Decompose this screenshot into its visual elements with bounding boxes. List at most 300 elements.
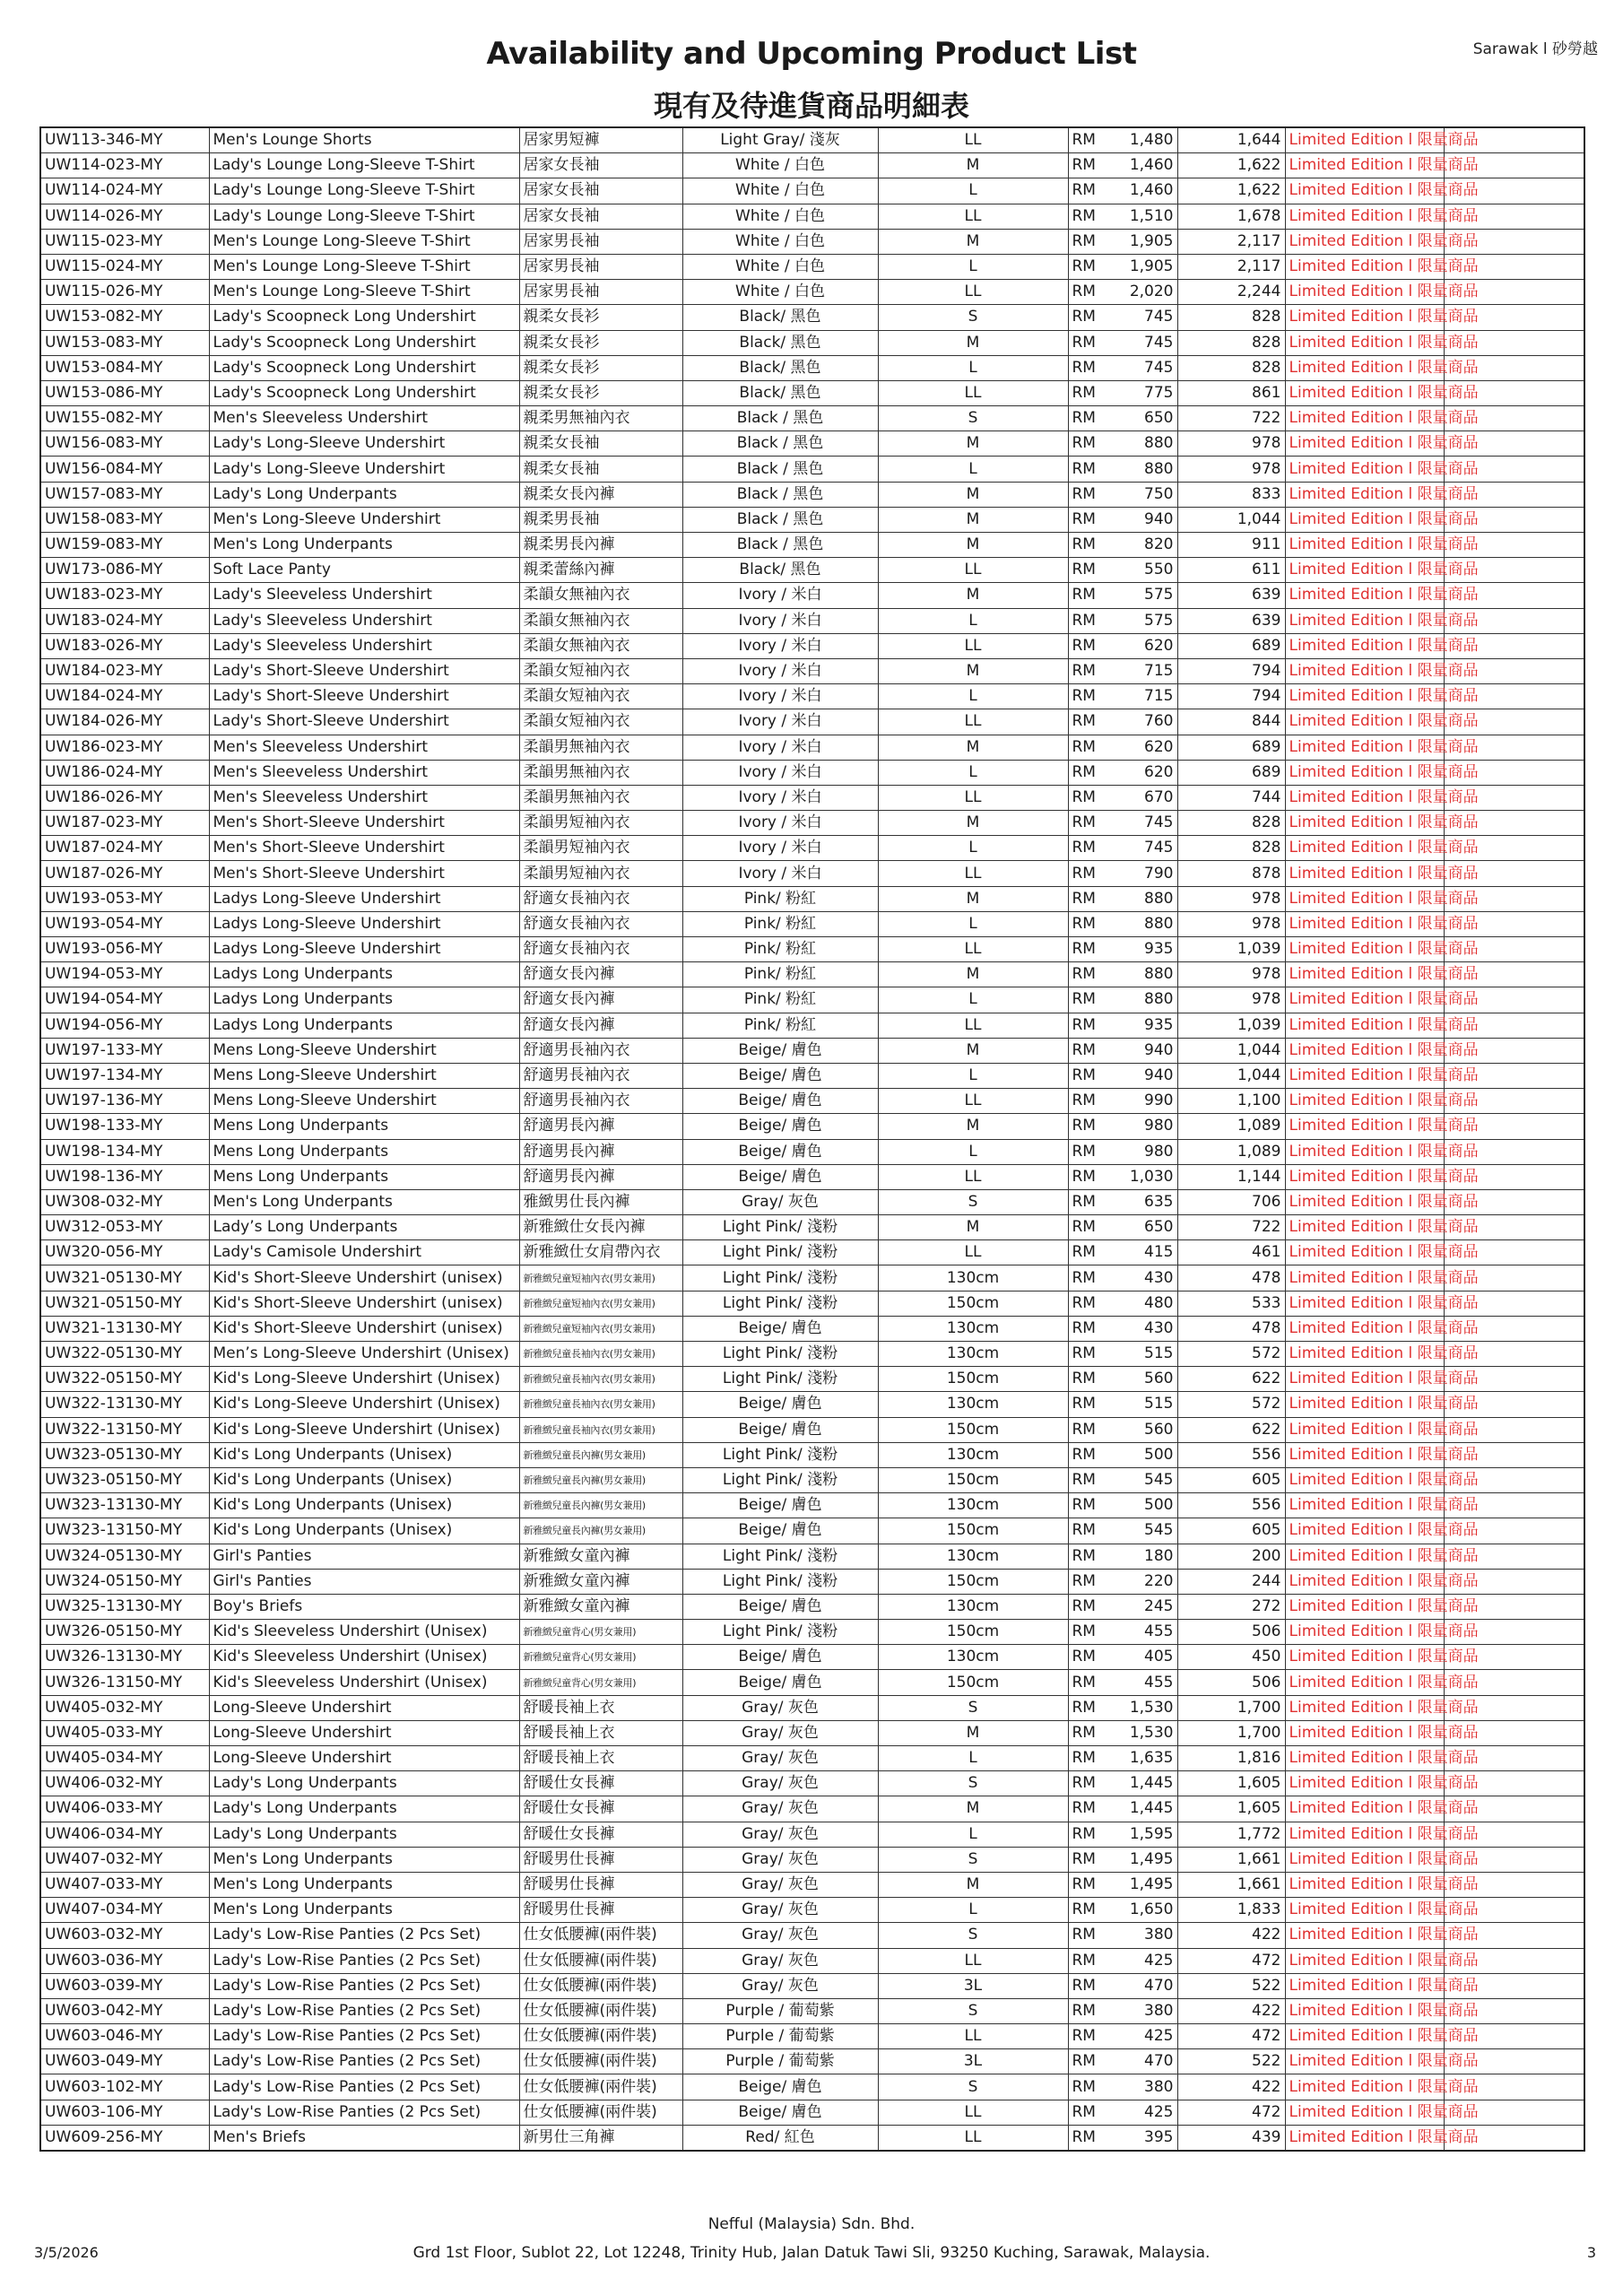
product-name-chinese: 仕女低腰褲(兩件裝)	[519, 1923, 682, 1948]
product-size: 130cm	[878, 1265, 1068, 1291]
product-color: Ivory / 米白	[682, 861, 878, 886]
status-label: Limited Edition l 限量商品	[1285, 406, 1444, 431]
currency-label: RM	[1072, 1420, 1096, 1439]
table-row	[40, 305, 1584, 330]
product-price	[1068, 1518, 1177, 1544]
product-code: UW405-033-MY	[40, 1720, 209, 1745]
status-label: Limited Edition l 限量商品	[1285, 886, 1444, 911]
product-code: UW184-026-MY	[40, 709, 209, 735]
price-amount: 990	[1144, 1091, 1174, 1110]
status-label: Limited Edition l 限量商品	[1285, 760, 1444, 785]
price-amount: 880	[1144, 434, 1174, 453]
table-row	[40, 962, 1584, 987]
product-retail-price: 1,700	[1177, 1720, 1285, 1745]
price-amount: 545	[1144, 1521, 1174, 1540]
currency-label: RM	[1072, 1976, 1096, 1995]
table-row	[40, 1998, 1584, 2023]
product-name-chinese: 居家男長袖	[519, 254, 682, 279]
product-price	[1068, 1670, 1177, 1695]
product-price	[1068, 1291, 1177, 1316]
product-color: Gray/ 灰色	[682, 1822, 878, 1847]
product-size: LL	[878, 937, 1068, 962]
status-label: Limited Edition l 限量商品	[1285, 1569, 1444, 1594]
status-label: Limited Edition l 限量商品	[1285, 254, 1444, 279]
product-size: LL	[878, 633, 1068, 658]
product-color: Beige/ 膚色	[682, 1089, 878, 1114]
product-code: UW187-024-MY	[40, 836, 209, 861]
product-code: UW320-056-MY	[40, 1240, 209, 1265]
status-label: Limited Edition l 限量商品	[1285, 1493, 1444, 1518]
product-size: S	[878, 1695, 1068, 1720]
status-label: Limited Edition l 限量商品	[1285, 709, 1444, 735]
price-amount: 515	[1144, 1344, 1174, 1363]
product-code: UW115-023-MY	[40, 229, 209, 254]
product-color: White / 白色	[682, 204, 878, 229]
product-color: Beige/ 膚色	[682, 1645, 878, 1670]
product-color: Black / 黑色	[682, 533, 878, 558]
product-name-chinese: 柔韻男短袖內衣	[519, 811, 682, 836]
product-size: LL	[878, 380, 1068, 405]
price-amount: 760	[1144, 712, 1174, 731]
currency-label: RM	[1072, 1875, 1096, 1894]
product-retail-price: 878	[1177, 861, 1285, 886]
product-price	[1068, 1620, 1177, 1645]
table-row	[40, 1493, 1584, 1518]
product-name: Men's Long Underpants	[209, 533, 519, 558]
price-amount: 1,595	[1129, 1824, 1174, 1843]
price-amount: 1,460	[1129, 156, 1174, 175]
product-price	[1068, 1796, 1177, 1822]
product-name-chinese: 新雅緻兒童長袖內衣(男女兼用)	[519, 1342, 682, 1367]
status-label: Limited Edition l 限量商品	[1285, 735, 1444, 760]
status-label: Limited Edition l 限量商品	[1285, 1796, 1444, 1822]
status-label: Limited Edition l 限量商品	[1285, 1189, 1444, 1214]
table-row	[40, 2024, 1584, 2049]
product-retail-price: 611	[1177, 558, 1285, 583]
product-color: Ivory / 米白	[682, 583, 878, 608]
product-color: Purple / 葡萄紫	[682, 1998, 878, 2023]
currency-label: RM	[1072, 1344, 1096, 1363]
price-amount: 715	[1144, 662, 1174, 681]
product-name: Lady's Sleeveless Undershirt	[209, 583, 519, 608]
currency-label: RM	[1072, 383, 1096, 402]
table-row	[40, 1847, 1584, 1872]
price-amount: 545	[1144, 1471, 1174, 1490]
product-price	[1068, 1973, 1177, 1998]
product-size: M	[878, 1720, 1068, 1745]
price-amount: 380	[1144, 1926, 1174, 1944]
price-amount: 1,530	[1129, 1723, 1174, 1742]
product-color: Gray/ 灰色	[682, 1973, 878, 1998]
product-price	[1068, 911, 1177, 936]
product-price	[1068, 127, 1177, 153]
product-price	[1068, 785, 1177, 810]
product-name-chinese: 舒暖仕女長褲	[519, 1796, 682, 1822]
product-price	[1068, 962, 1177, 987]
product-size: S	[878, 305, 1068, 330]
product-size: LL	[878, 280, 1068, 305]
table-row	[40, 760, 1584, 785]
product-size: 130cm	[878, 1493, 1068, 1518]
product-name-chinese: 新雅緻女童內褲	[519, 1544, 682, 1569]
product-price	[1068, 937, 1177, 962]
table-row	[40, 1898, 1584, 1923]
product-size: M	[878, 1215, 1068, 1240]
product-code: UW193-053-MY	[40, 886, 209, 911]
table-row	[40, 1872, 1584, 1897]
product-name: Men’s Long-Sleeve Undershirt (Unisex)	[209, 1342, 519, 1367]
product-price	[1068, 305, 1177, 330]
price-amount: 1,460	[1129, 181, 1174, 200]
table-row	[40, 1645, 1584, 1670]
product-name: Lady's Scoopneck Long Undershirt	[209, 330, 519, 355]
product-price	[1068, 1089, 1177, 1114]
status-label: Limited Edition l 限量商品	[1285, 658, 1444, 683]
product-size: 150cm	[878, 1569, 1068, 1594]
product-retail-price: 1,089	[1177, 1114, 1285, 1139]
product-price	[1068, 204, 1177, 229]
table-row	[40, 1038, 1584, 1063]
product-color: Red/ 紅色	[682, 2125, 878, 2151]
product-color: Black/ 黑色	[682, 305, 878, 330]
currency-label: RM	[1072, 1596, 1096, 1615]
product-size: L	[878, 178, 1068, 204]
status-label: Limited Edition l 限量商品	[1285, 2125, 1444, 2151]
product-name: Mens Long Underpants	[209, 1164, 519, 1189]
status-label: Limited Edition l 限量商品	[1285, 153, 1444, 178]
price-amount: 745	[1144, 358, 1174, 377]
status-label: Limited Edition l 限量商品	[1285, 558, 1444, 583]
currency-label: RM	[1072, 156, 1096, 175]
product-retail-price: 605	[1177, 1518, 1285, 1544]
product-color: Light Pink/ 淺粉	[682, 1367, 878, 1392]
product-code: UW609-256-MY	[40, 2125, 209, 2151]
product-name: Ladys Long Underpants	[209, 987, 519, 1013]
product-name-chinese: 舒適女長內褲	[519, 1013, 682, 1038]
product-price	[1068, 229, 1177, 254]
price-amount: 880	[1144, 889, 1174, 908]
product-color: Ivory / 米白	[682, 633, 878, 658]
table-row	[40, 2049, 1584, 2074]
product-retail-price: 1,661	[1177, 1847, 1285, 1872]
price-amount: 1,480	[1129, 131, 1174, 150]
product-retail-price: 744	[1177, 785, 1285, 810]
product-color: Black/ 黑色	[682, 558, 878, 583]
table-row	[40, 533, 1584, 558]
product-size: L	[878, 254, 1068, 279]
status-label: Limited Edition l 限量商品	[1285, 482, 1444, 507]
product-code: UW321-13130-MY	[40, 1316, 209, 1341]
product-code: UW183-023-MY	[40, 583, 209, 608]
product-code: UW198-136-MY	[40, 1164, 209, 1189]
product-retail-price: 1,039	[1177, 937, 1285, 962]
product-price	[1068, 1417, 1177, 1442]
product-price	[1068, 684, 1177, 709]
currency-label: RM	[1072, 1370, 1096, 1388]
product-price	[1068, 1392, 1177, 1417]
product-color: Gray/ 灰色	[682, 1898, 878, 1923]
product-color: Black/ 黑色	[682, 380, 878, 405]
table-row	[40, 482, 1584, 507]
product-retail-price: 572	[1177, 1342, 1285, 1367]
product-size: LL	[878, 2024, 1068, 2049]
table-row	[40, 2074, 1584, 2100]
product-retail-price: 2,117	[1177, 229, 1285, 254]
product-name-chinese: 舒適男長袖內衣	[519, 1089, 682, 1114]
price-amount: 380	[1144, 2001, 1174, 2020]
price-amount: 775	[1144, 383, 1174, 402]
currency-label: RM	[1072, 1648, 1096, 1666]
product-size: LL	[878, 1013, 1068, 1038]
table-row	[40, 380, 1584, 405]
status-label: Limited Edition l 限量商品	[1285, 684, 1444, 709]
product-name: Ladys Long-Sleeve Undershirt	[209, 911, 519, 936]
product-size: 150cm	[878, 1417, 1068, 1442]
product-name-chinese: 舒適女長內褲	[519, 987, 682, 1013]
product-retail-price: 439	[1177, 2125, 1285, 2151]
product-price	[1068, 1771, 1177, 1796]
price-amount: 415	[1144, 1243, 1174, 1262]
table-row	[40, 204, 1584, 229]
product-code: UW187-026-MY	[40, 861, 209, 886]
price-amount: 1,495	[1129, 1849, 1174, 1868]
status-label: Limited Edition l 限量商品	[1285, 583, 1444, 608]
product-name-chinese: 舒暖仕女長褲	[519, 1822, 682, 1847]
status-label: Limited Edition l 限量商品	[1285, 1038, 1444, 1063]
status-label: Limited Edition l 限量商品	[1285, 1948, 1444, 1973]
product-retail-price: 828	[1177, 836, 1285, 861]
product-size: 130cm	[878, 1442, 1068, 1467]
product-color: White / 白色	[682, 229, 878, 254]
product-size: 130cm	[878, 1342, 1068, 1367]
product-color: Ivory / 米白	[682, 684, 878, 709]
product-code: UW186-023-MY	[40, 735, 209, 760]
product-code: UW173-086-MY	[40, 558, 209, 583]
product-retail-price: 978	[1177, 886, 1285, 911]
product-code: UW115-026-MY	[40, 280, 209, 305]
product-color: Gray/ 灰色	[682, 1796, 878, 1822]
product-code: UW197-134-MY	[40, 1063, 209, 1088]
product-name: Men's Long Underpants	[209, 1898, 519, 1923]
currency-label: RM	[1072, 1622, 1096, 1641]
product-retail-price: 794	[1177, 684, 1285, 709]
product-price	[1068, 1594, 1177, 1619]
product-retail-price: 722	[1177, 1215, 1285, 1240]
table-row	[40, 1215, 1584, 1240]
price-amount: 715	[1144, 687, 1174, 706]
product-price	[1068, 608, 1177, 633]
product-code: UW194-054-MY	[40, 987, 209, 1013]
product-retail-price: 522	[1177, 1973, 1285, 1998]
product-code: UW312-053-MY	[40, 1215, 209, 1240]
price-amount: 425	[1144, 1951, 1174, 1970]
price-amount: 635	[1144, 1192, 1174, 1211]
status-label: Limited Edition l 限量商品	[1285, 1872, 1444, 1897]
currency-label: RM	[1072, 1218, 1096, 1237]
product-name-chinese: 新雅緻女童內褲	[519, 1569, 682, 1594]
product-name-chinese: 舒暖長袖上衣	[519, 1695, 682, 1720]
price-amount: 245	[1144, 1596, 1174, 1615]
product-size: S	[878, 2074, 1068, 2100]
product-size: LL	[878, 1240, 1068, 1265]
product-code: UW153-084-MY	[40, 355, 209, 380]
product-color: Light Pink/ 淺粉	[682, 1215, 878, 1240]
status-label: Limited Edition l 限量商品	[1285, 229, 1444, 254]
status-label: Limited Edition l 限量商品	[1285, 204, 1444, 229]
product-name-chinese: 舒暖男仕長褲	[519, 1898, 682, 1923]
status-label: Limited Edition l 限量商品	[1285, 330, 1444, 355]
product-name-chinese: 舒暖男仕長褲	[519, 1847, 682, 1872]
product-code: UW323-05130-MY	[40, 1442, 209, 1467]
product-name: Lady's Low-Rise Panties (2 Pcs Set)	[209, 1973, 519, 1998]
currency-label: RM	[1072, 283, 1096, 301]
product-retail-price: 639	[1177, 608, 1285, 633]
product-name-chinese: 親柔女長衫	[519, 380, 682, 405]
product-price	[1068, 1467, 1177, 1492]
product-name-chinese: 居家男長袖	[519, 229, 682, 254]
product-size: LL	[878, 1948, 1068, 1973]
currency-label: RM	[1072, 459, 1096, 478]
currency-label: RM	[1072, 1546, 1096, 1565]
price-amount: 1,635	[1129, 1749, 1174, 1768]
product-name-chinese: 柔韻男短袖內衣	[519, 836, 682, 861]
product-name-chinese: 親柔男長袖	[519, 507, 682, 532]
product-size: M	[878, 1872, 1068, 1897]
product-code: UW407-032-MY	[40, 1847, 209, 1872]
currency-label: RM	[1072, 611, 1096, 630]
status-label: Limited Edition l 限量商品	[1285, 1544, 1444, 1569]
product-retail-price: 828	[1177, 305, 1285, 330]
product-name: Mens Long-Sleeve Undershirt	[209, 1038, 519, 1063]
product-price	[1068, 1164, 1177, 1189]
product-color: Light Gray/ 淺灰	[682, 127, 878, 153]
product-size: S	[878, 1771, 1068, 1796]
status-label: Limited Edition l 限量商品	[1285, 431, 1444, 457]
product-code: UW194-056-MY	[40, 1013, 209, 1038]
status-label: Limited Edition l 限量商品	[1285, 1670, 1444, 1695]
product-name-chinese: 仕女低腰褲(兩件裝)	[519, 1948, 682, 1973]
product-color: Gray/ 灰色	[682, 1948, 878, 1973]
product-size: LL	[878, 785, 1068, 810]
currency-label: RM	[1072, 1117, 1096, 1135]
product-retail-price: 472	[1177, 2100, 1285, 2125]
product-code: UW156-084-MY	[40, 457, 209, 482]
status-label: Limited Edition l 限量商品	[1285, 987, 1444, 1013]
status-label: Limited Edition l 限量商品	[1285, 2074, 1444, 2100]
product-size: L	[878, 836, 1068, 861]
product-retail-price: 794	[1177, 658, 1285, 683]
product-retail-price: 978	[1177, 911, 1285, 936]
price-amount: 425	[1144, 2027, 1174, 2046]
currency-label: RM	[1072, 1167, 1096, 1186]
product-price	[1068, 987, 1177, 1013]
product-name-chinese: 新雅緻兒童短袖內衣(男女兼用)	[519, 1265, 682, 1291]
product-color: Gray/ 灰色	[682, 1695, 878, 1720]
product-size: 130cm	[878, 1316, 1068, 1341]
product-name: Mens Long-Sleeve Undershirt	[209, 1089, 519, 1114]
product-code: UW322-05150-MY	[40, 1367, 209, 1392]
currency-label: RM	[1072, 990, 1096, 1009]
price-amount: 1,905	[1129, 231, 1174, 250]
product-color: Ivory / 米白	[682, 608, 878, 633]
status-label: Limited Edition l 限量商品	[1285, 1265, 1444, 1291]
table-row	[40, 1367, 1584, 1392]
product-color: Light Pink/ 淺粉	[682, 1544, 878, 1569]
product-price	[1068, 1872, 1177, 1897]
product-price	[1068, 1013, 1177, 1038]
price-amount: 395	[1144, 2127, 1174, 2146]
price-amount: 940	[1144, 1040, 1174, 1059]
currency-label: RM	[1072, 737, 1096, 756]
product-price	[1068, 507, 1177, 532]
status-label: Limited Edition l 限量商品	[1285, 533, 1444, 558]
status-label: Limited Edition l 限量商品	[1285, 1215, 1444, 1240]
product-size: M	[878, 482, 1068, 507]
product-code: UW603-042-MY	[40, 1998, 209, 2023]
product-price	[1068, 1847, 1177, 1872]
product-price	[1068, 1215, 1177, 1240]
product-name-chinese: 舒暖長袖上衣	[519, 1746, 682, 1771]
product-retail-price: 1,605	[1177, 1796, 1285, 1822]
product-price	[1068, 633, 1177, 658]
currency-label: RM	[1072, 1900, 1096, 1919]
product-retail-price: 639	[1177, 583, 1285, 608]
product-size: L	[878, 608, 1068, 633]
currency-label: RM	[1072, 1749, 1096, 1768]
table-row	[40, 2125, 1584, 2151]
currency-label: RM	[1072, 1091, 1096, 1110]
product-size: 150cm	[878, 1670, 1068, 1695]
table-row	[40, 153, 1584, 178]
price-amount: 480	[1144, 1293, 1174, 1312]
price-amount: 560	[1144, 1370, 1174, 1388]
currency-label: RM	[1072, 1673, 1096, 1692]
product-name-chinese: 新雅緻仕女長內褲	[519, 1215, 682, 1240]
product-retail-price: 1,144	[1177, 1164, 1285, 1189]
product-size: 130cm	[878, 1392, 1068, 1417]
table-row	[40, 457, 1584, 482]
product-price	[1068, 1038, 1177, 1063]
price-amount: 790	[1144, 864, 1174, 883]
status-label: Limited Edition l 限量商品	[1285, 1645, 1444, 1670]
product-name: Lady's Long Underpants	[209, 482, 519, 507]
product-color: Beige/ 膚色	[682, 1164, 878, 1189]
status-label: Limited Edition l 限量商品	[1285, 1746, 1444, 1771]
product-name: Lady's Low-Rise Panties (2 Pcs Set)	[209, 2049, 519, 2074]
product-name: Men's Short-Sleeve Undershirt	[209, 811, 519, 836]
product-name: Kid's Sleeveless Undershirt (Unisex)	[209, 1670, 519, 1695]
product-color: Light Pink/ 淺粉	[682, 1442, 878, 1467]
product-color: Beige/ 膚色	[682, 1417, 878, 1442]
product-color: Pink/ 粉紅	[682, 1013, 878, 1038]
status-label: Limited Edition l 限量商品	[1285, 1089, 1444, 1114]
table-row	[40, 1265, 1584, 1291]
product-color: Beige/ 膚色	[682, 1392, 878, 1417]
price-amount: 1,030	[1129, 1167, 1174, 1186]
table-row	[40, 1114, 1584, 1139]
product-name: Kid's Long Underpants (Unisex)	[209, 1467, 519, 1492]
product-retail-price: 506	[1177, 1620, 1285, 1645]
status-label: Limited Edition l 限量商品	[1285, 1063, 1444, 1088]
product-color: Light Pink/ 淺粉	[682, 1620, 878, 1645]
status-label: Limited Edition l 限量商品	[1285, 1417, 1444, 1442]
currency-label: RM	[1072, 131, 1096, 150]
product-name-chinese: 新雅緻兒童背心(男女兼用)	[519, 1645, 682, 1670]
product-name-chinese: 舒適女長袖內衣	[519, 911, 682, 936]
table-row	[40, 608, 1584, 633]
product-name: Kid's Long Underpants (Unisex)	[209, 1442, 519, 1467]
table-row	[40, 1948, 1584, 1973]
